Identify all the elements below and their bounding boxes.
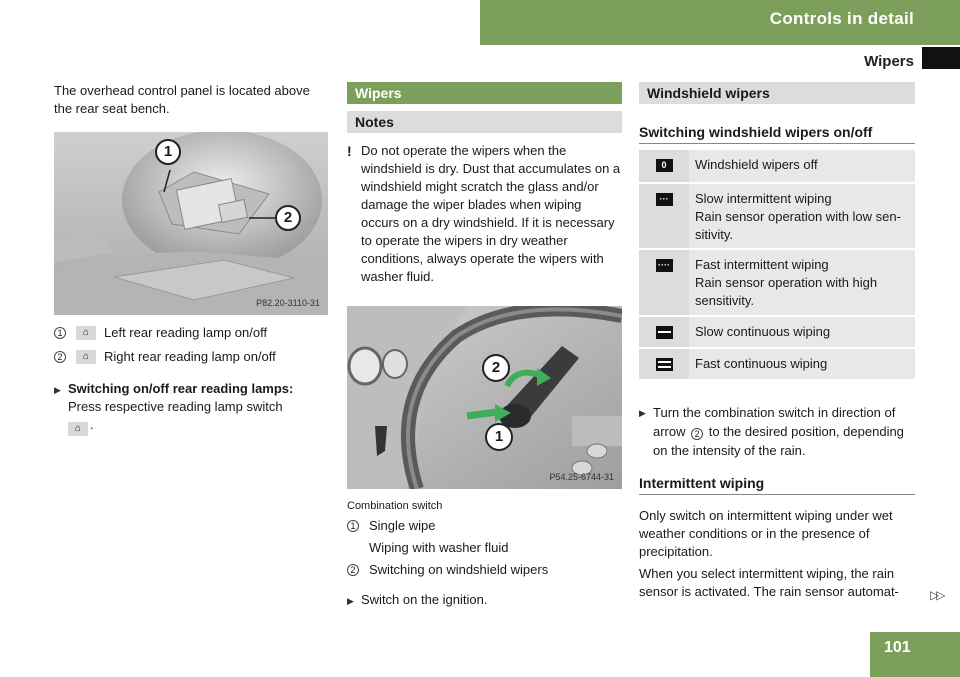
table-cell: Fast continuous wiping [695,356,828,371]
combination-switch-image [347,306,622,489]
page-number: 101 [870,632,960,677]
legend-number: 1 [347,520,359,532]
legend-item-1 [347,517,622,557]
intro-text: The overhead control panel is located above the rear seat bench. [54,83,310,116]
action-text-end: to the desired position, depending on the intensity of the rain. [653,424,904,458]
column-overhead-panel [54,82,328,436]
wipers-heading: Wipers [347,82,622,104]
photo-reference: P54.25-6744-31 [549,472,614,482]
warning-icon: ! [347,143,352,159]
intermittent-subheading: Intermittent wiping [639,474,915,495]
legend-number: 2 [691,428,703,440]
paragraph: When you select intermittent wiping, the rain sensor is activated. The rain sensor automat- [639,566,899,599]
fast-continuous-icon [656,358,673,371]
table-cell: sitivity. [695,227,734,242]
callout-1: 1 [485,423,513,451]
wiper-symbol-cell [639,150,689,182]
column-wipers [347,82,622,610]
action-arrow-icon: ▶ [54,385,61,395]
table-row [639,184,915,250]
reading-lamp-icon: ⌂ [76,350,96,364]
table-cell: Rain sensor operation with low sen- [695,209,901,224]
action-end: . [90,417,94,432]
slow-continuous-icon [656,326,673,339]
column-windshield-wipers [639,82,915,605]
wiper-symbol-cell [639,184,689,248]
wiper-position-table [639,150,915,381]
reading-lamp-icon: ⌂ [68,422,88,436]
callout-2: 2 [275,205,301,231]
legend-item-1 [54,324,328,342]
table-row [639,349,915,381]
legend-number: 2 [347,564,359,576]
action-turn-switch [639,403,915,460]
fast-intermittent-icon: ···· [656,259,673,272]
action-text [653,403,915,460]
paragraph: Only switch on intermittent wiping under wet weather conditions or in the presence of precipitation. [639,508,893,559]
wiper-symbol-cell [639,349,689,379]
table-cell: Fast intermittent wiping [695,257,829,272]
photo-reference: P82.20-3110-31 [256,298,320,308]
action-reading-lamps [54,380,328,436]
legend-text: Right rear reading lamp on/off [104,349,276,364]
action-title: Switching on/off rear reading lamps: [68,381,294,396]
table-cell: Slow intermittent wiping [695,191,832,206]
callout-2: 2 [482,354,510,382]
wiper-symbol-cell [639,250,689,315]
action-text: Press respective reading lamp switch [68,399,283,414]
section-title: Wipers [864,53,914,70]
legend-item-2 [347,561,622,579]
notice [347,142,622,286]
table-cell: Slow continuous wiping [695,324,831,339]
action-arrow-icon: ▶ [639,408,646,418]
legend-text: Switching on windshield wipers [369,562,549,577]
legend-number: 2 [54,351,66,363]
table-row [639,150,915,184]
legend-number: 1 [54,327,66,339]
windshield-wipers-heading: Windshield wipers [639,82,915,104]
overhead-panel-photo [54,132,328,315]
combination-switch-photo [347,306,622,489]
action-text-start: Turn the combination switch in direction of arrow [653,405,896,439]
switching-subheading: Switching windshield wipers on/off [639,123,915,144]
slow-intermittent-icon: ··· [656,193,673,206]
action-ignition [347,591,622,610]
legend-text: Single wipe [369,518,436,533]
callout-1: 1 [155,139,181,165]
action-arrow-icon: ▶ [347,596,354,606]
photo-caption: Combination switch [347,500,443,512]
continue-icon: ▷▷ [930,588,943,602]
table-cell: Rain sensor operation with high [695,275,878,290]
table-cell: sensitivity. [695,293,754,308]
reading-lamp-icon: ⌂ [76,326,96,340]
action-text: Switch on the ignition. [361,592,488,607]
legend-text: Wiping with washer fluid [369,540,509,555]
table-row [639,250,915,317]
wipers-off-icon: 0 [656,159,673,172]
notes-heading: Notes [347,111,622,133]
legend-text: Left rear reading lamp on/off [104,325,268,340]
legend-item-2 [54,348,328,366]
notice-text: Do not operate the wipers when the windshield is dry. Dust that accumulates on a windshield might scratch the glass and/or damage the wiper blades when wiping occurs on a dry windshield. If it is necessary to operate the wipers in dry weather conditions, always operate the wipers with washer fluid. [361,143,621,284]
table-cell: Windshield wipers off [695,157,818,172]
chapter-title: Controls in detail [769,9,914,28]
table-row [639,317,915,349]
section-tab [922,47,960,69]
wiper-symbol-cell [639,317,689,347]
